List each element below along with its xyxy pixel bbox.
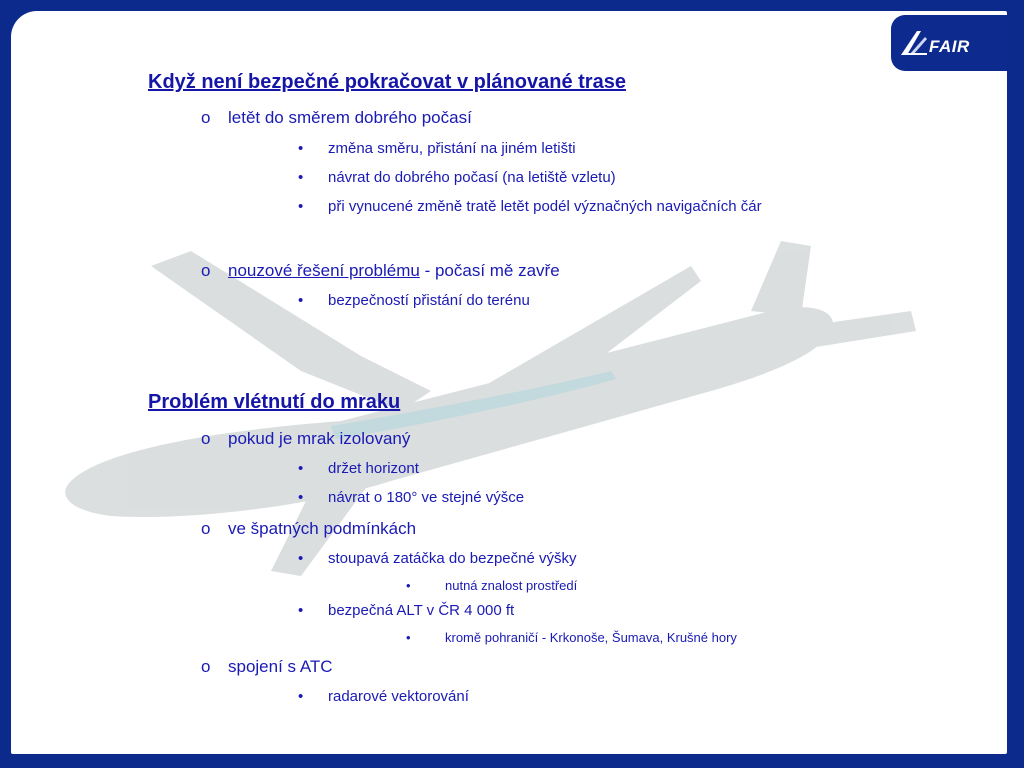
bullet-marker: • <box>406 630 411 645</box>
bullet-marker: • <box>298 460 304 477</box>
emergency-link[interactable]: nouzové řešení problému <box>228 261 420 280</box>
list-item: změna směru, přistání na jiném letišti <box>328 140 576 157</box>
list-marker: o <box>201 429 211 448</box>
bullet-marker: • <box>298 292 304 309</box>
bullet-marker: • <box>406 578 411 593</box>
bullet-marker: • <box>298 169 304 186</box>
list-item: návrat do dobrého počasí (na letiště vzletu) <box>328 169 616 186</box>
list-item: návrat o 180° ve stejné výšce <box>328 489 525 506</box>
list-item: nutná znalost prostředí <box>445 578 578 593</box>
bullet-marker: • <box>298 688 304 705</box>
list-marker: o <box>201 519 211 538</box>
list-item: ve špatných podmínkách <box>228 519 417 538</box>
list-item: stoupavá zatáčka do bezpečné výšky <box>328 550 577 567</box>
list-item: spojení s ATC <box>228 657 333 676</box>
list-item <box>228 261 560 281</box>
bullet-marker: • <box>298 198 304 215</box>
list-item: letět do směrem dobrého počasí <box>228 108 472 127</box>
bullet-marker: • <box>298 489 304 506</box>
slide-content <box>11 11 1007 754</box>
list-item: pokud je mrak izolovaný <box>228 429 411 448</box>
logo-text: FAIR <box>929 37 970 56</box>
list-marker: o <box>201 261 211 280</box>
list-item: držet horizont <box>328 460 419 477</box>
bullet-marker: • <box>298 602 304 619</box>
list-item: při vynucené změně tratě letět podél význačných navigačních čár <box>328 198 762 215</box>
list-item: bezpečností přistání do terénu <box>328 292 530 309</box>
slide <box>11 11 1007 754</box>
list-item: radarové vektorování <box>328 688 469 705</box>
bullet-marker: • <box>298 140 304 157</box>
bullet-marker: • <box>298 550 304 567</box>
section2-heading: Problém vlétnutí do mraku <box>148 391 401 413</box>
list-item: kromě pohraničí - Krkonoše, Šumava, Krušné hory <box>445 630 737 645</box>
list-item: bezpečná ALT v ČR 4 000 ft <box>328 602 515 619</box>
list-marker: o <box>201 657 211 676</box>
list-item-rest: - počasí mě zavře <box>419 261 560 280</box>
list-marker: o <box>201 108 211 127</box>
section1-heading: Když není bezpečné pokračovat v plánované trase <box>148 71 626 93</box>
